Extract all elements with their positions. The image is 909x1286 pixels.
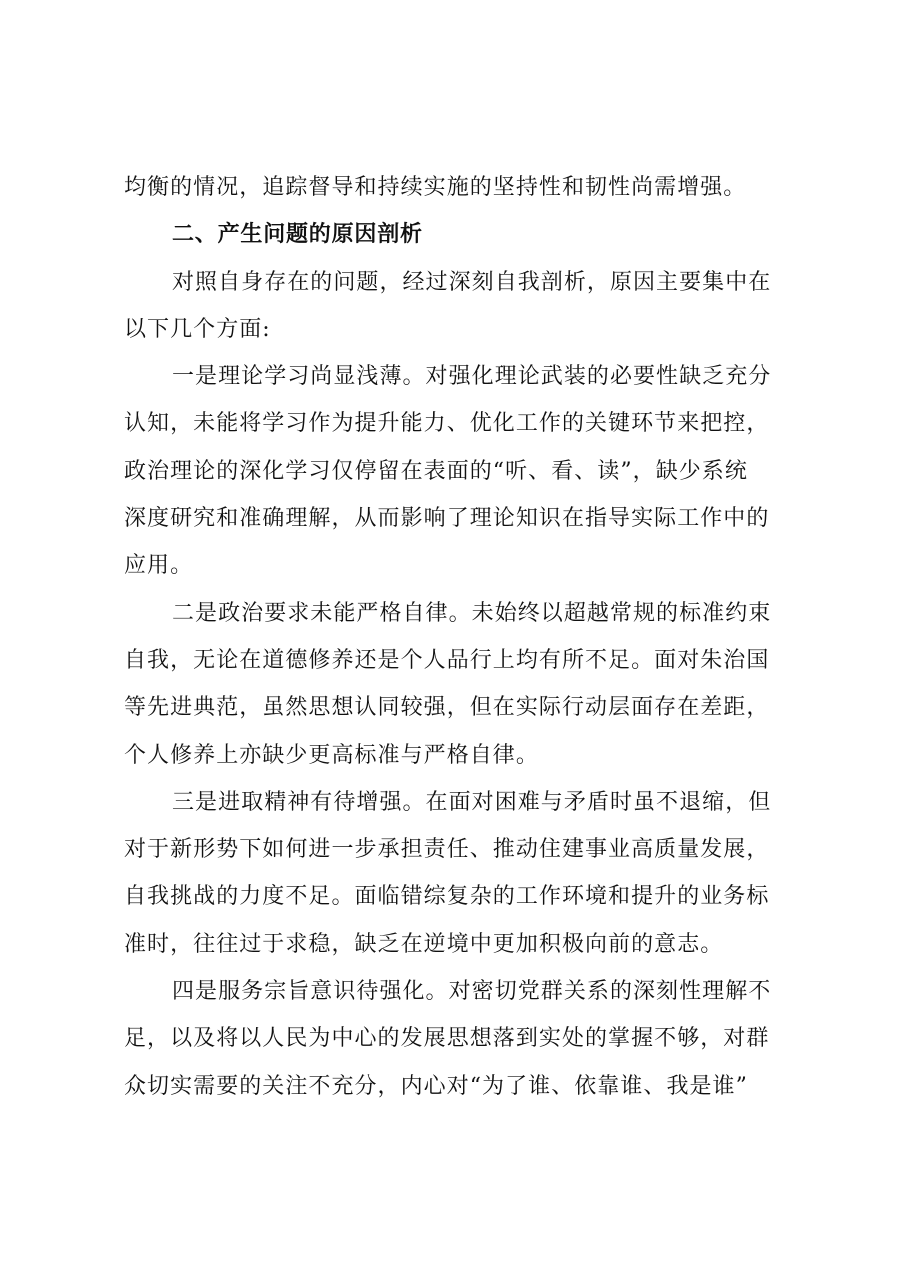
text-line: 个人修养上亦缺少更高标准与严格自律。 <box>124 742 539 768</box>
text-line: 应用。 <box>124 553 194 579</box>
document-body <box>124 164 808 1110</box>
text-line: 以下几个方面: <box>124 316 271 342</box>
text-line: 一是理论学习尚显浅薄。对强化理论武装的必要性缺乏充分 <box>172 364 772 390</box>
text-line: 政治理论的深化学习仅停留在表面的“听、看、读”，缺少系统 <box>124 458 748 484</box>
text-line: 三是进取精神有待增强。在面对困难与矛盾时虽不退缩，但 <box>172 789 772 815</box>
section-heading: 二、产生问题的原因剖析 <box>172 222 423 248</box>
text-line: 对照自身存在的问题，经过深刻自我剖析，原因主要集中在 <box>172 269 772 295</box>
text-line: 对于新形势下如何进一步承担责任、推动住建事业高质量发展， <box>124 837 770 863</box>
text-line: 深度研究和准确理解，从而影响了理论知识在指导实际工作中的 <box>124 506 770 532</box>
text-line: 认知，未能将学习作为提升能力、优化工作的关键环节来把控， <box>124 411 770 437</box>
text-line: 四是服务宗旨意识待强化。对密切党群关系的深刻性理解不 <box>172 979 772 1005</box>
text-line: 自我，无论在道德修养还是个人品行上均有所不足。面对朱治国 <box>124 647 770 673</box>
text-line: 均衡的情况，追踪督导和持续实施的坚持性和韧性尚需增强。 <box>124 175 747 200</box>
text-line: 众切实需要的关注不充分，内心对“为了谁、依靠谁、我是谁” <box>124 1073 748 1099</box>
text-line: 足，以及将以人民为中心的发展思想落到实处的掌握不够，对群 <box>124 1026 770 1052</box>
text-line: 等先进典范，虽然思想认同较强，但在实际行动层面存在差距， <box>124 695 770 721</box>
text-line: 自我挑战的力度不足。面临错综复杂的工作环境和提升的业务标 <box>124 884 770 910</box>
text-line: 二是政治要求未能严格自律。未始终以超越常规的标准约束 <box>172 600 772 626</box>
text-line: 准时，往往过于求稳，缺乏在逆境中更加积极向前的意志。 <box>124 931 724 957</box>
